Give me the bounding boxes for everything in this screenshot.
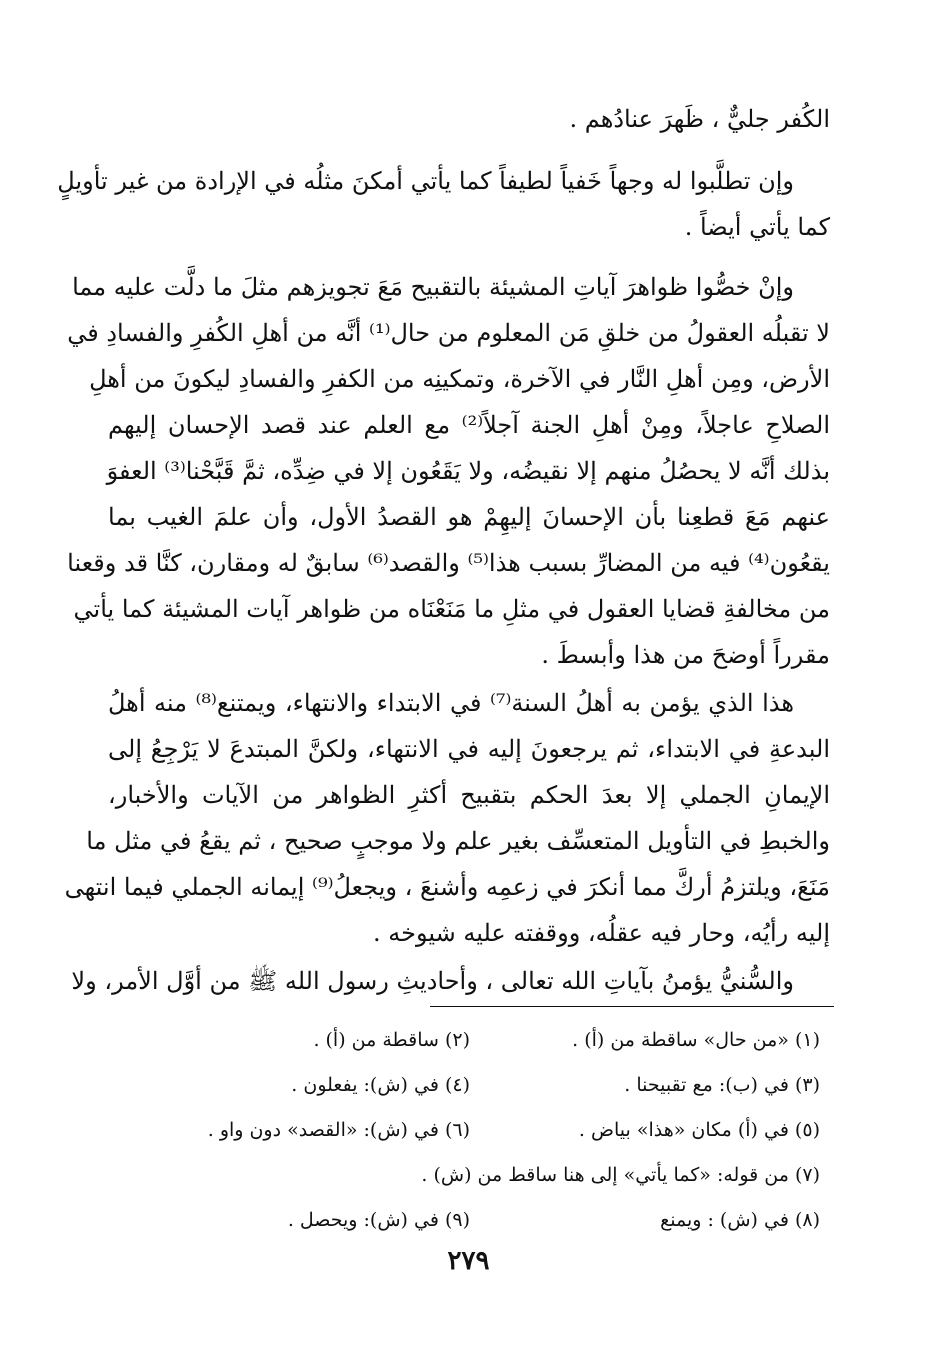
text-line: البدعةِ في الابتداء، ثم يرجعونَ إليه في الانتهاء، ولكنَّ المبتدعَ لا يَرْجِعُ إلى <box>108 735 830 763</box>
text-line: الكُفر جليٌّ ، ظَهرَ عنادُهم . <box>569 105 830 133</box>
text-line: وإنْ خصُّوا ظواهرَ آياتِ المشيئة بالتقبيح مَعَ تجويزهم مثلَ ما دلَّت عليه مما <box>72 273 794 301</box>
footnote-7: (٧) من قوله: «كما يأتي» إلى هنا ساقط من (ش) . <box>421 1164 820 1186</box>
text-line: الصلاحِ عاجلاً، ومِنْ أهلِ الجنة آجلاً⁽²⁾ مع العلم عند قصد الإحسان إليهم <box>108 411 830 439</box>
footnote-5: (٥) في (أ) مكان «هذا» بياض . <box>578 1119 820 1141</box>
footnote-9: (٩) في (ش): ويحصل . <box>287 1209 470 1231</box>
footnote-1: (١) «من حال» ساقطة من (أ) . <box>572 1029 820 1051</box>
text-line: الإيمانِ الجملي إلا بعدَ الحكم بتقبيح أكثرِ الظواهر من الآيات والأخبار، <box>108 781 830 809</box>
text-line: وإن تطلَّبوا له وجهاً خَفياً لطيفاً كما يأتي أمكنَ مثلُه في الإرادة من غير تأويلٍ <box>57 167 794 195</box>
footnote-separator <box>430 1006 834 1007</box>
text-line: عنهم مَعَ قطعِنا بأن الإحسانَ إليهِمْ هو القصدُ الأول، وأن علمَ الغيب بما <box>108 503 830 531</box>
paragraph-2 <box>57 158 830 250</box>
text-line: إليه رأيُه، وحار فيه عقلُه، ووقفته عليه شيوخه . <box>373 919 830 947</box>
paragraph-1 <box>108 96 830 142</box>
footnote-8: (٨) في (ش) : ويمنع <box>660 1209 820 1231</box>
paragraph-5 <box>71 958 830 1004</box>
footnote-row <box>130 1198 830 1243</box>
footnote-6: (٦) في (ش): «القصد» دون واو . <box>207 1119 470 1141</box>
paragraph-3 <box>67 264 830 678</box>
text-line: كما يأتي أيضاً . <box>684 213 830 241</box>
paragraph-4 <box>64 680 830 956</box>
text-line: من مخالفةِ قضايا العقول في مثلِ ما مَنَعْنَاه من ظواهر آيات المشيئة كما يأتي <box>73 595 830 623</box>
footnotes <box>130 1018 830 1243</box>
footnote-3: (٣) في (ب): مع تقبيحنا . <box>624 1074 820 1096</box>
text-line: لا تقبلُه العقولُ من خلقِ مَن المعلوم من حال⁽¹⁾ أنَّه من أهلِ الكُفرِ والفسادِ في <box>67 319 830 347</box>
text-line: يقعُون⁽⁴⁾ فيه من المضارِّ بسبب هذا⁽⁵⁾ والقصد⁽⁶⁾ سابقٌ له ومقارن، كنَّا قد وقعنا <box>67 549 830 577</box>
footnote-row <box>130 1108 830 1153</box>
text-line: والسُّنيُّ يؤمنُ بآياتِ الله تعالى ، وأحاديثِ رسول الله ﷺ من أوَّل الأمر، ولا <box>71 967 794 995</box>
text-line: مقرراً أوضحَ من هذا وأبسطَ . <box>541 641 830 669</box>
footnote-row <box>130 1063 830 1108</box>
page-number: ٢٧٩ <box>447 1246 490 1276</box>
text-line: والخبطِ في التأويل المتعسِّف بغير علم ولا موجبٍ صحيح ، ثم يقعُ في مثل ما <box>86 827 830 855</box>
text-line: هذا الذي يؤمن به أهلُ السنة⁽⁷⁾ في الابتداء والانتهاء، ويمتنع⁽⁸⁾ منه أهلُ <box>108 689 794 717</box>
footnote-row <box>130 1018 830 1063</box>
text-line: مَنَعَ، ويلتزمُ أركَّ مما أنكرَ في زعمِه وأشنعَ ، ويجعلُ⁽⁹⁾ إيمانه الجملي فيما انتهى <box>64 873 830 901</box>
footnote-2: (٢) ساقطة من (أ) . <box>313 1029 470 1051</box>
text-line: الأرض، ومِن أهلِ النَّار في الآخرة، وتمكينِه من الكفرِ والفسادِ ليكونَ من أهلِ <box>89 365 830 393</box>
footnote-4: (٤) في (ش): يفعلون . <box>291 1074 470 1096</box>
footnote-row <box>130 1153 830 1198</box>
text-line: بذلك أنَّه لا يحصُلُ منهم إلا نقيضُه، ولا يَقَعُون إلا في ضِدِّه، ثمَّ قَبَّحْنا⁽³⁾ العفوَ <box>106 457 830 485</box>
